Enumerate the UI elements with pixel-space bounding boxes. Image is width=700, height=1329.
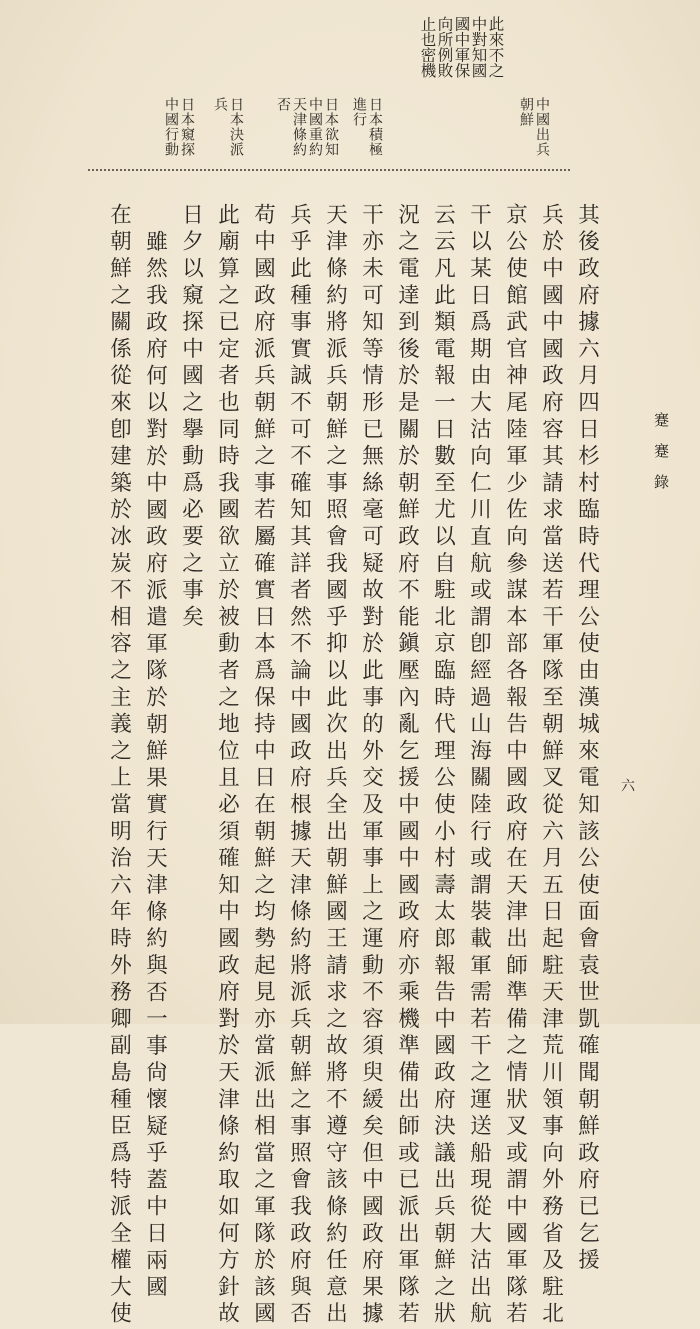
sidenote-line: 中國行動 [163,97,179,157]
headnote-line-1: 此來不之 [486,16,505,78]
sidenote-line: 中國出兵 [534,97,550,157]
sidenote-line: 進行 [351,97,367,127]
headnote-line-3: 國中軍保 [452,16,471,78]
body-line-10: 苟中國政府派兵朝鮮之事若屬確實日本爲保持中日在朝鮮之均勢起見亦當派出相當之軍隊於該國 [250,203,276,1329]
page-number: 六 [619,778,635,792]
body-line-5: 云云凡此類電報一日數至尤以自駐北京臨時代理公使小村壽太郎報告中國政府決議出兵朝鮮之狀 [430,203,456,1329]
body-line-8: 天津條約將派兵朝鮮之事照會我國乎抑以此次出兵全出朝鮮國王請求之故將不遵守該條約任意出 [322,203,348,1329]
headnote-line-5: 止也密機 [418,16,437,78]
body-line-1: 其後政府據六月四日杉村臨時代理公使由漢城來電知該公使面會袁世凱確聞朝鮮政府已乞援 [574,203,600,1275]
sidenote-line: 朝鮮 [518,97,534,127]
body-line-14: 在朝鮮之關係從來卽建築於冰炭不相容之主義之上當明治六年時外務卿副島種臣爲特派全權大使 [106,203,132,1329]
body-line-11: 此廟算之已定者也同時我國欲立於被動者之地位且必須確知中國政府對於天津條約取如何方針故 [214,203,240,1329]
body-line-13: 雖然我政府何以對於中國政府派遣軍隊於朝鮮果實行天津條約與否一事尙懷疑乎蓋中日兩國 [142,230,168,1302]
headnote-line-4: 向所例敗 [435,16,454,78]
sidenote-line: 兵 [212,97,228,112]
sidenote-line: 中國重約 [307,97,323,157]
body-line-7: 干亦未可知等情形已無絲毫可疑故對於此事的外交及軍事上之運動不容須臾緩矣但中國政府果據 [358,203,384,1329]
dotted-divider [88,169,570,171]
sidenote-line: 日本決派 [228,97,244,157]
body-line-2: 兵於中國中國政府容其請求當送若干軍隊至朝鮮叉從六月五日起駐天津荒川領事向外務省及駐北 [538,203,564,1329]
body-line-12: 日夕以窺探中國之擧動爲必要之事矣 [178,203,204,632]
sidenote-line: 否 [275,97,291,112]
body-line-4: 干以某日爲期由大沽向仁川直航或謂卽經過山海關陸行或謂裝載軍需若干之運送船現從大沽出航 [466,203,492,1329]
sidenote-line: 日本積極 [367,97,383,157]
headnote-line-2: 中對知國 [469,16,488,78]
sidenote-line: 日本窺探 [179,97,195,157]
running-head: 蹇蹇錄 [652,412,670,505]
sidenote-line: 日本欲知 [323,97,339,157]
body-line-9: 兵乎此種事實誠不可不確知其詳者然不論中國政府根據天津條約將派兵朝鮮之事照會我政府與否 [286,203,312,1329]
body-line-6: 況之電達到後於是關於朝鮮政府不能鎭壓內亂乞援中國中國政府亦乘機準備出師或已派出軍隊若 [394,203,420,1329]
body-line-3: 京公使館武官神尾陸軍少佐向參謀本部各報告中國政府在天津出師準備之情狀叉或謂中國軍隊若 [502,203,528,1329]
sidenote-line: 天津條約 [291,97,307,157]
